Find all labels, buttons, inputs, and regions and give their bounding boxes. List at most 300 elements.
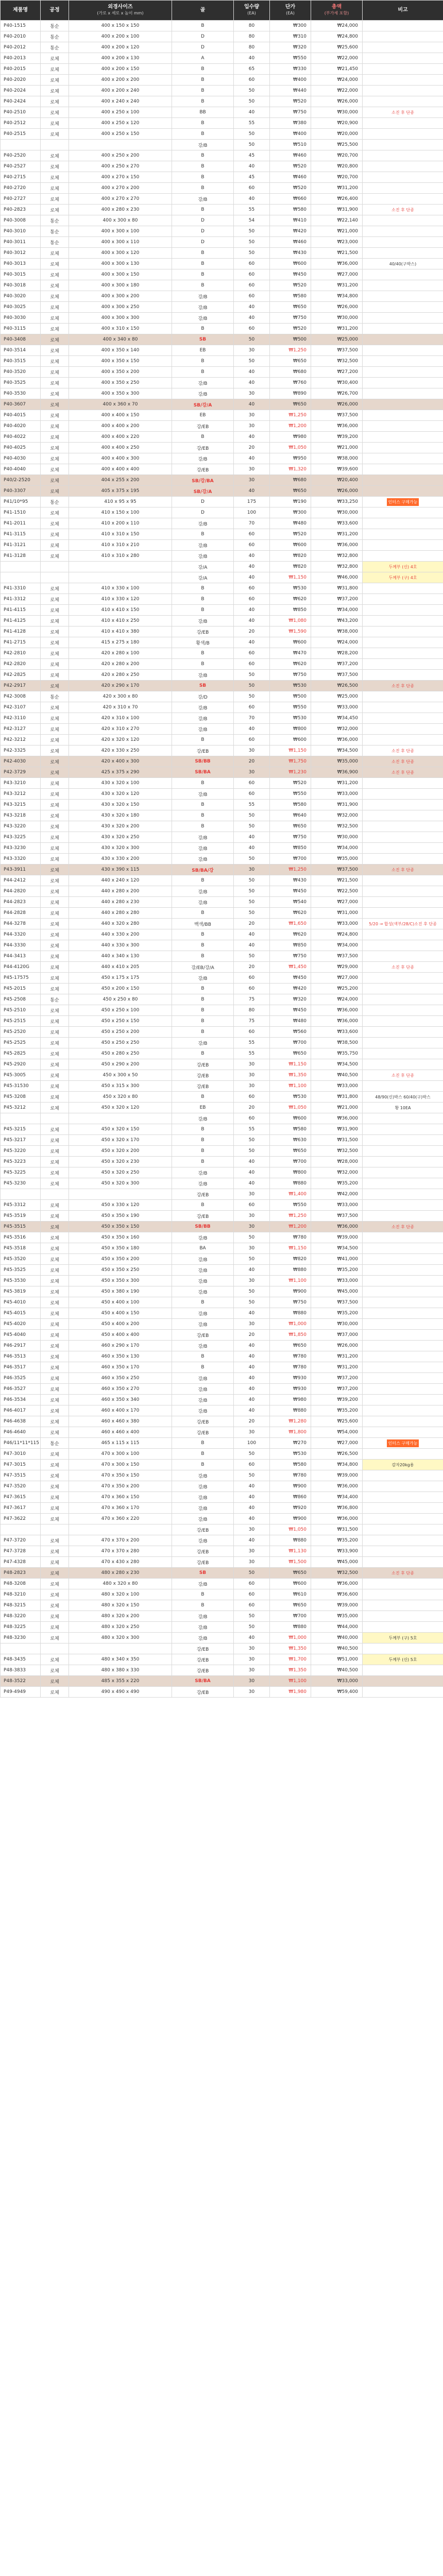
- cell-note: [363, 107, 443, 118]
- cell-process: 로체: [41, 778, 69, 789]
- cell-qty: 55: [234, 205, 270, 215]
- cell-process: 로체: [41, 594, 69, 605]
- cell-total: ₩24,800: [311, 929, 363, 940]
- cell-flute: 강/EB: [172, 1189, 234, 1200]
- table-row: [1, 713, 443, 724]
- cell-unit-price: ₩520: [270, 183, 311, 194]
- cell-qty: 40: [234, 605, 270, 616]
- cell-note: [363, 951, 443, 962]
- cell-total: ₩40,500: [311, 1070, 363, 1081]
- cell-total: ₩37,200: [311, 659, 363, 670]
- cell-model: P40-2024: [1, 86, 41, 96]
- cell-model: [1, 1113, 41, 1124]
- cell-process: 로체: [41, 1362, 69, 1373]
- cell-total: ₩31,500: [311, 1524, 363, 1535]
- cell-note: [363, 886, 443, 897]
- cell-model: P40-2424: [1, 96, 41, 107]
- table-row: [1, 724, 443, 735]
- flute-tag: SB: [199, 683, 207, 688]
- cell-flute: 강/B: [172, 1514, 234, 1524]
- cell-flute: 강/B: [172, 1395, 234, 1405]
- cell-note: [363, 1654, 443, 1665]
- cell-size: 420 x 320 x 120: [69, 735, 172, 745]
- cell-total: ₩32,800: [311, 562, 363, 572]
- cell-flute: B: [172, 994, 234, 1005]
- cell-note: [363, 280, 443, 291]
- table-row: [1, 1665, 443, 1676]
- cell-size: [69, 1524, 172, 1535]
- cell-note: [363, 507, 443, 518]
- cell-model: P45-3519: [1, 1211, 41, 1222]
- cell-size: 420 x 300 x 80: [69, 691, 172, 702]
- cell-model: P45-2515: [1, 1016, 41, 1027]
- cell-model: P45-3225: [1, 1167, 41, 1178]
- cell-process: 로체: [41, 875, 69, 886]
- cell-note: [363, 562, 443, 572]
- cell-size: 430 x 390 x 115: [69, 865, 172, 875]
- cell-flute: 강/B: [172, 789, 234, 800]
- cell-note: [363, 670, 443, 681]
- table-row: [1, 259, 443, 269]
- cell-flute: 강/B: [172, 388, 234, 399]
- cell-unit-price: ₩600: [270, 735, 311, 745]
- cell-flute: 강/A: [172, 562, 234, 572]
- cell-size: 400 x 200 x 130: [69, 53, 172, 64]
- cell-size: 400 x 310 x 150: [69, 324, 172, 334]
- cell-note: [363, 778, 443, 789]
- cell-qty: 30: [234, 865, 270, 875]
- cell-total: ₩35,200: [311, 1178, 363, 1189]
- cell-model: P40-4022: [1, 432, 41, 443]
- cell-total: ₩37,500: [311, 865, 363, 875]
- cell-total: ₩32,500: [311, 356, 363, 367]
- cell-unit-price: ₩1,200: [270, 421, 311, 432]
- cell-size: 470 x 360 x 150: [69, 1492, 172, 1503]
- cell-model: P46/11*11*115: [1, 1438, 41, 1449]
- cell-model: P41/10*95: [1, 497, 41, 507]
- cell-model: P47-3617: [1, 1503, 41, 1514]
- cell-process: 로체: [41, 1200, 69, 1211]
- cell-note: [363, 1492, 443, 1503]
- cell-model: P42-3127: [1, 724, 41, 735]
- cell-model: P45-2825: [1, 1048, 41, 1059]
- cell-size: 450 x 250 x 200: [69, 1027, 172, 1038]
- cell-size: 450 x 300 x 50: [69, 1070, 172, 1081]
- cell-note: [363, 1211, 443, 1222]
- cell-flute: 강/B: [172, 1286, 234, 1297]
- cell-qty: 55: [234, 1038, 270, 1048]
- cell-model: P44-2412: [1, 875, 41, 886]
- cell-total: ₩25,600: [311, 42, 363, 53]
- cell-note: [363, 1449, 443, 1460]
- table-body: [1, 21, 443, 1698]
- cell-model: P40-2510: [1, 107, 41, 118]
- cell-qty: 30: [234, 1665, 270, 1676]
- cell-total: ₩26,400: [311, 194, 363, 205]
- cell-note: [363, 1254, 443, 1265]
- cell-unit-price: ₩650: [270, 302, 311, 313]
- cell-total: ₩31,900: [311, 1124, 363, 1135]
- cell-total: ₩37,500: [311, 951, 363, 962]
- cell-model: P40-3408: [1, 334, 41, 345]
- cell-qty: 60: [234, 1027, 270, 1038]
- cell-size: 430 x 320 x 300: [69, 843, 172, 854]
- cell-flute: 강/EB: [172, 745, 234, 756]
- cell-unit-price: ₩1,450: [270, 962, 311, 973]
- cell-flute: BA: [172, 1243, 234, 1254]
- table-row: [1, 31, 443, 42]
- table-row: [1, 875, 443, 886]
- cell-flute: D: [172, 226, 234, 237]
- cell-flute: D: [172, 215, 234, 226]
- cell-unit-price: ₩780: [270, 1362, 311, 1373]
- cell-process: 통순: [41, 215, 69, 226]
- cell-model: P42-3729: [1, 767, 41, 778]
- cell-qty: 60: [234, 1113, 270, 1124]
- cell-model: P48-3230: [1, 1633, 41, 1643]
- cell-model: P42-3110: [1, 713, 41, 724]
- cell-unit-price: ₩1,230: [270, 767, 311, 778]
- cell-flute: 강/B: [172, 453, 234, 464]
- cell-flute: B: [172, 96, 234, 107]
- table-row: [1, 1589, 443, 1600]
- cell-total: ₩39,000: [311, 1470, 363, 1481]
- cell-flute: [172, 399, 234, 410]
- cell-flute: 강/B: [172, 1232, 234, 1243]
- cell-process: 로체: [41, 1416, 69, 1427]
- cell-total: ₩20,000: [311, 129, 363, 140]
- cell-qty: 40: [234, 378, 270, 388]
- note-text: 두께부 (구) 4호: [388, 575, 417, 580]
- cell-unit-price: ₩540: [270, 897, 311, 908]
- cell-model: P45-3215: [1, 1124, 41, 1135]
- cell-flute: 강/B: [172, 313, 234, 324]
- cell-note: [363, 1027, 443, 1038]
- cell-unit-price: ₩650: [270, 356, 311, 367]
- cell-total: ₩20,800: [311, 161, 363, 172]
- cell-unit-price: ₩480: [270, 518, 311, 529]
- table-row: [1, 1092, 443, 1103]
- cell-flute: [172, 767, 234, 778]
- table-row: [1, 929, 443, 940]
- cell-note: [363, 324, 443, 334]
- cell-process: 로체: [41, 334, 69, 345]
- cell-unit-price: ₩520: [270, 96, 311, 107]
- cell-qty: 20: [234, 626, 270, 637]
- cell-note: [363, 1286, 443, 1297]
- cell-model: P40-2012: [1, 42, 41, 53]
- cell-process: 로체: [41, 1146, 69, 1157]
- cell-model: P44-4120G: [1, 962, 41, 973]
- cell-unit-price: ₩1,650: [270, 919, 311, 929]
- cell-qty: 54: [234, 215, 270, 226]
- cell-note: [363, 21, 443, 31]
- col-header-note: 비고: [363, 1, 443, 21]
- cell-unit-price: ₩620: [270, 929, 311, 940]
- cell-unit-price: ₩780: [270, 1470, 311, 1481]
- cell-flute: [172, 681, 234, 691]
- cell-qty: 80: [234, 31, 270, 42]
- cell-note: [363, 140, 443, 150]
- cell-total: ₩35,000: [311, 1611, 363, 1622]
- cell-process: 로체: [41, 1243, 69, 1254]
- cell-model: P41-2011: [1, 518, 41, 529]
- cell-unit-price: ₩300: [270, 507, 311, 518]
- cell-process: 로체: [41, 1167, 69, 1178]
- cell-qty: 30: [234, 1654, 270, 1665]
- cell-size: 420 x 280 x 100: [69, 648, 172, 659]
- cell-process: [41, 562, 69, 572]
- cell-total: ₩20,700: [311, 172, 363, 183]
- cell-note: [363, 269, 443, 280]
- cell-model: P43-3320: [1, 854, 41, 865]
- cell-unit-price: ₩500: [270, 691, 311, 702]
- cell-size: 480 x 320 x 200: [69, 1611, 172, 1622]
- cell-model: P47-3010: [1, 1449, 41, 1460]
- cell-process: 로체: [41, 75, 69, 86]
- cell-process: 로체: [41, 475, 69, 486]
- cell-process: 로체: [41, 800, 69, 810]
- cell-model: P40-2010: [1, 31, 41, 42]
- cell-process: 로체: [41, 1676, 69, 1687]
- cell-total: ₩34,500: [311, 745, 363, 756]
- cell-size: 470 x 430 x 280: [69, 1557, 172, 1568]
- cell-flute: 강/B: [172, 1503, 234, 1514]
- cell-size: 400 x 300 x 120: [69, 248, 172, 259]
- cell-size: 410 x 200 x 110: [69, 518, 172, 529]
- cell-process: 로체: [41, 637, 69, 648]
- cell-unit-price: ₩410: [270, 215, 311, 226]
- cell-qty: 40: [234, 453, 270, 464]
- cell-flute: B: [172, 821, 234, 832]
- cell-model: P45-2510: [1, 1005, 41, 1016]
- cell-note: [363, 648, 443, 659]
- cell-qty: 30: [234, 745, 270, 756]
- cell-size: 450 x 250 x 250: [69, 1038, 172, 1048]
- cell-flute: 강/B: [172, 194, 234, 205]
- cell-qty: 50: [234, 86, 270, 96]
- cell-model: P48-3522: [1, 1676, 41, 1687]
- cell-note: [363, 410, 443, 421]
- cell-total: ₩26,000: [311, 1341, 363, 1351]
- cell-flute: EB: [172, 1103, 234, 1113]
- cell-note: [363, 1167, 443, 1178]
- cell-qty: 65: [234, 64, 270, 75]
- cell-model: P43-3218: [1, 810, 41, 821]
- cell-note: [363, 691, 443, 702]
- cell-total: ₩39,000: [311, 1600, 363, 1611]
- cell-qty: 80: [234, 21, 270, 31]
- cell-size: 450 x 320 x 300: [69, 1178, 172, 1189]
- cell-model: P45-3530: [1, 1276, 41, 1286]
- table-row: [1, 919, 443, 929]
- cell-qty: 50: [234, 1146, 270, 1157]
- cell-size: 400 x 150 x 150: [69, 21, 172, 31]
- cell-unit-price: ₩780: [270, 1232, 311, 1243]
- cell-note: [363, 832, 443, 843]
- cell-note: [363, 1243, 443, 1254]
- cell-size: 400 x 400 x 300: [69, 453, 172, 464]
- cell-unit-price: ₩460: [270, 172, 311, 183]
- cell-total: ₩26,500: [311, 681, 363, 691]
- cell-note: [363, 626, 443, 637]
- table-row: [1, 1178, 443, 1189]
- cell-size: 420 x 330 x 250: [69, 745, 172, 756]
- cell-flute: 강/B: [172, 1167, 234, 1178]
- cell-total: ₩29,000: [311, 962, 363, 973]
- cell-size: 470 x 300 x 150: [69, 1460, 172, 1470]
- cell-model: P46-3525: [1, 1373, 41, 1384]
- cell-process: 로체: [41, 1059, 69, 1070]
- cell-process: 로체: [41, 626, 69, 637]
- table-row: [1, 908, 443, 919]
- cell-flute: [172, 1568, 234, 1579]
- cell-flute: B: [172, 324, 234, 334]
- cell-qty: 50: [234, 237, 270, 248]
- table-row: [1, 735, 443, 745]
- cell-flute: D: [172, 31, 234, 42]
- cell-size: 400 x 350 x 300: [69, 388, 172, 399]
- cell-unit-price: ₩620: [270, 594, 311, 605]
- cell-model: P40-4025: [1, 443, 41, 453]
- cell-qty: 50: [234, 140, 270, 150]
- cell-process: 통순: [41, 21, 69, 31]
- cell-qty: 60: [234, 594, 270, 605]
- cell-unit-price: ₩470: [270, 648, 311, 659]
- cell-size: 460 x 460 x 380: [69, 1416, 172, 1427]
- cell-qty: 20: [234, 443, 270, 453]
- cell-process: 로체: [41, 1265, 69, 1276]
- note-text: 소진 후 단종: [391, 1224, 414, 1229]
- cell-size: 400 x 270 x 200: [69, 183, 172, 194]
- cell-flute: 강/B: [172, 1265, 234, 1276]
- cell-qty: 50: [234, 691, 270, 702]
- cell-unit-price: ₩880: [270, 1622, 311, 1633]
- cell-note: [363, 1665, 443, 1676]
- cell-model: P45-2508: [1, 994, 41, 1005]
- cell-flute: 강/EB: [172, 464, 234, 475]
- cell-unit-price: ₩900: [270, 1286, 311, 1297]
- cell-qty: 30: [234, 388, 270, 399]
- cell-model: P42-3008: [1, 691, 41, 702]
- cell-process: 로체: [41, 388, 69, 399]
- col-header-total: 총액 (부가세 포함): [311, 1, 363, 21]
- cell-unit-price: ₩650: [270, 1568, 311, 1579]
- cell-model: P40-3115: [1, 324, 41, 334]
- cell-note: [363, 1416, 443, 1427]
- cell-note: [363, 1178, 443, 1189]
- cell-note: [363, 994, 443, 1005]
- cell-flute: B: [172, 605, 234, 616]
- cell-unit-price: ₩640: [270, 810, 311, 821]
- cell-size: 460 x 350 x 340: [69, 1395, 172, 1405]
- cell-note: [363, 1362, 443, 1373]
- cell-model: P40-4030: [1, 453, 41, 464]
- table-row: [1, 756, 443, 767]
- cell-process: 로체: [41, 1297, 69, 1308]
- cell-process: 로체: [41, 1222, 69, 1232]
- cell-unit-price: ₩1,850: [270, 1330, 311, 1341]
- table-row: [1, 1611, 443, 1622]
- cell-qty: 20: [234, 919, 270, 929]
- cell-note: [363, 984, 443, 994]
- cell-qty: 70: [234, 518, 270, 529]
- cell-size: 400 x 200 x 200: [69, 75, 172, 86]
- cell-total: ₩24,000: [311, 994, 363, 1005]
- cell-model: P42-2825: [1, 670, 41, 681]
- cell-size: 400 x 250 x 270: [69, 161, 172, 172]
- cell-process: 로체: [41, 1665, 69, 1676]
- cell-unit-price: ₩400: [270, 75, 311, 86]
- cell-qty: 80: [234, 1005, 270, 1016]
- cell-note: [363, 291, 443, 302]
- cell-unit-price: ₩1,200: [270, 1222, 311, 1232]
- cell-size: 450 x 400 x 200: [69, 1319, 172, 1330]
- cell-flute: 강/B: [172, 713, 234, 724]
- cell-unit-price: ₩800: [270, 724, 311, 735]
- table-row: [1, 345, 443, 356]
- cell-process: 로체: [41, 1492, 69, 1503]
- table-row: [1, 443, 443, 453]
- cell-unit-price: ₩700: [270, 854, 311, 865]
- cell-unit-price: ₩650: [270, 1600, 311, 1611]
- cell-process: 로체: [41, 302, 69, 313]
- cell-model: P40-2823: [1, 205, 41, 215]
- cell-size: 450 x 320 x 250: [69, 1167, 172, 1178]
- cell-size: 440 x 410 x 205: [69, 962, 172, 973]
- cell-size: 450 x 350 x 190: [69, 1211, 172, 1222]
- cell-model: P40-3607: [1, 399, 41, 410]
- cell-qty: 60: [234, 583, 270, 594]
- cell-note: [363, 64, 443, 75]
- cell-qty: 50: [234, 886, 270, 897]
- cell-unit-price: ₩550: [270, 53, 311, 64]
- cell-flute: [172, 1222, 234, 1232]
- cell-flute: B: [172, 259, 234, 269]
- cell-process: 로체: [41, 843, 69, 854]
- cell-total: ₩34,000: [311, 940, 363, 951]
- cell-flute: B: [172, 800, 234, 810]
- table-row: [1, 269, 443, 280]
- cell-size: 420 x 280 x 250: [69, 670, 172, 681]
- cell-flute: 황색/B: [172, 637, 234, 648]
- table-row: [1, 399, 443, 410]
- cell-unit-price: ₩750: [270, 1297, 311, 1308]
- cell-size: 410 x 150 x 100: [69, 507, 172, 518]
- cell-model: P40-2720: [1, 183, 41, 194]
- cell-note: [363, 1232, 443, 1243]
- cell-process: 로체: [41, 64, 69, 75]
- table-row: [1, 1243, 443, 1254]
- cell-total: ₩42,000: [311, 1189, 363, 1200]
- cell-process: 로체: [41, 551, 69, 562]
- cell-flute: 강/EB: [172, 1687, 234, 1698]
- cell-note: [363, 1687, 443, 1698]
- cell-qty: 20: [234, 1416, 270, 1427]
- cell-note: [363, 1103, 443, 1113]
- cell-qty: 40: [234, 1492, 270, 1503]
- cell-total: ₩36,000: [311, 1481, 363, 1492]
- cell-note: [363, 1016, 443, 1027]
- cell-process: 로체: [41, 1276, 69, 1286]
- cell-total: ₩24,000: [311, 637, 363, 648]
- cell-note: [363, 1038, 443, 1048]
- cell-total: ₩31,200: [311, 1351, 363, 1362]
- table-row: [1, 367, 443, 378]
- cell-size: 470 x 360 x 220: [69, 1514, 172, 1524]
- table-row: [1, 464, 443, 475]
- cell-flute: [172, 486, 234, 497]
